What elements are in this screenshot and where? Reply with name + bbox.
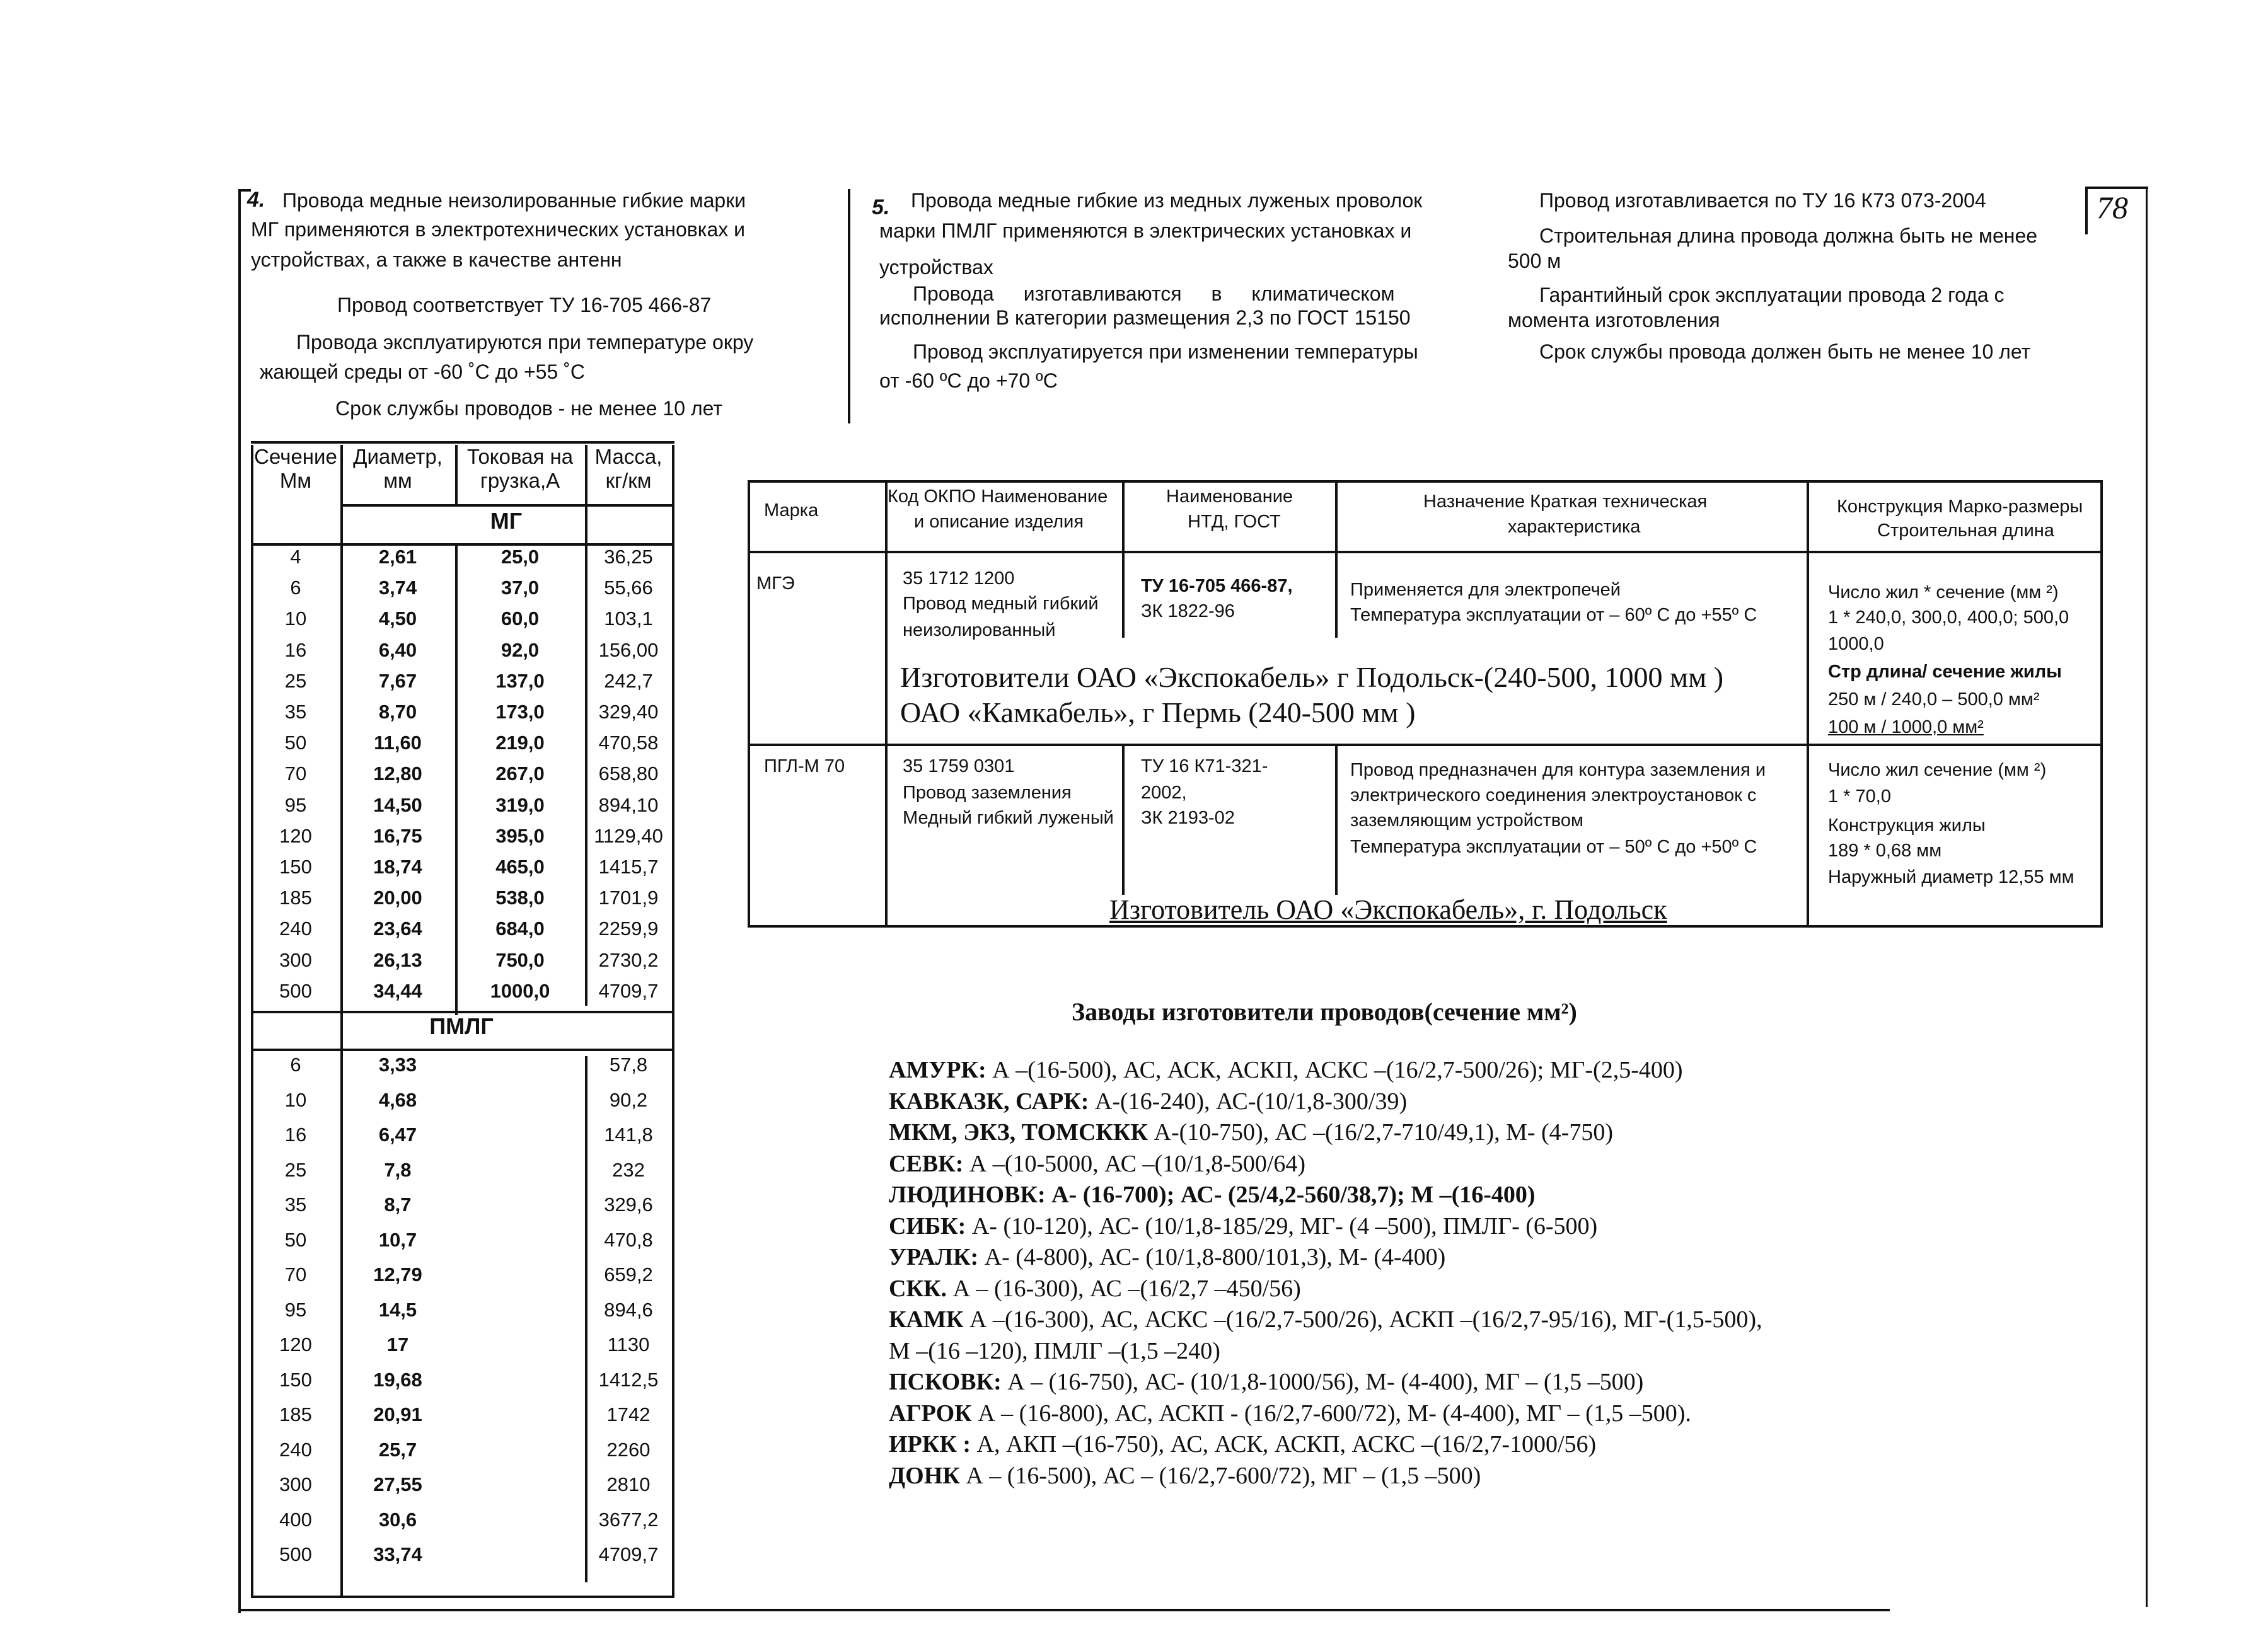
section-5-spec: Строительная длина провода должна быть не менее: [1539, 224, 2038, 247]
pmlg-cell: 894,6: [604, 1298, 653, 1321]
mg-cell: 18,74: [373, 856, 422, 878]
mg-cell: 103,1: [604, 607, 653, 630]
plant-name: СЕВК:: [889, 1150, 964, 1177]
page-number-box: [2085, 187, 2148, 234]
plant-products: А –(10-5000, АС –(10/1,8-500/64): [963, 1150, 1306, 1177]
mg-cell: 12,80: [373, 762, 422, 785]
mg-cell: 150: [279, 856, 312, 878]
mg-cell: 3,74: [378, 577, 417, 599]
table-border: [1807, 480, 1809, 928]
header-section: Сечение: [254, 445, 337, 468]
pmlg-cell: 8,7: [384, 1194, 412, 1216]
mg-cell: 538,0: [495, 887, 545, 909]
row1-makers: ОАО «Камкабель», г Пермь (240-500 мм ): [900, 696, 1416, 728]
table-border: [748, 480, 750, 928]
header-mass: Масса,: [594, 445, 662, 468]
plant-products: А, АКП –(16-750), АС, АСК, АСКП, АСКС –(16/2,7-1000/56): [971, 1431, 1597, 1458]
mg-cell: 2259,9: [598, 918, 659, 940]
table-border: [748, 551, 2103, 553]
plant-entry: [889, 1306, 1762, 1333]
header-ntd: Наименование: [1166, 486, 1293, 507]
divider-col4-col5: [848, 189, 850, 423]
header-construction: Строительная длина: [1877, 521, 2054, 541]
pmlg-cell: 6,47: [378, 1124, 417, 1146]
mg-cell: 10: [284, 607, 307, 630]
row1-ntd: ТУ 16-705 466-87,: [1141, 576, 1293, 596]
pmlg-cell: 120: [279, 1333, 312, 1355]
header-mass: кг/км: [605, 469, 652, 492]
pmlg-cell: 3,33: [378, 1054, 417, 1076]
table-border: [2100, 480, 2103, 928]
mg-cell: 2,61: [378, 546, 417, 568]
plant-name: АМУРК:: [889, 1057, 986, 1083]
row1-construction: 1000,0: [1828, 634, 1884, 654]
frame-right: [2146, 189, 2148, 1607]
header-okp: Код ОКПО Наименование: [888, 486, 1108, 507]
pmlg-cell: 90,2: [609, 1088, 648, 1111]
mg-cell: 1129,40: [594, 824, 663, 847]
mg-cell: 60,0: [500, 607, 540, 630]
plant-products: А – (16-800), АС, АСКП - (16/2,7-600/72), М- (4-400), МГ – (1,5 –500).: [971, 1400, 1691, 1427]
pmlg-cell: 240: [279, 1438, 312, 1461]
mg-cell: 240: [279, 918, 312, 940]
row2-construction: 1 * 70,0: [1828, 786, 1891, 807]
row2-construction: Конструкция жилы: [1828, 815, 1986, 836]
mg-cell: 329,40: [598, 701, 659, 723]
section-5-text: Провод эксплуатируется при изменении температуры: [913, 340, 1418, 363]
row2-purpose: заземляющим устройством: [1350, 810, 1583, 831]
table-border: [748, 744, 2103, 746]
table-border: [251, 441, 674, 444]
section-5-text: устройствах: [879, 256, 993, 279]
section-4-number: 4.: [247, 188, 265, 212]
pmlg-cell: 35: [284, 1194, 307, 1216]
mg-cell: 684,0: [495, 918, 545, 940]
pmlg-cell: 50: [284, 1228, 307, 1251]
row2-marka: ПГЛ-М 70: [764, 756, 845, 776]
mg-cell: 1701,9: [598, 887, 659, 909]
mg-cell: 4,50: [378, 607, 417, 630]
plant-entry: [889, 1400, 1691, 1427]
table-border: [251, 1049, 674, 1051]
mg-cell: 300: [279, 948, 312, 971]
plant-products: А –(16-500), АС, АСК, АСКП, АСКС –(16/2,7-500/26); МГ-(2,5-400): [986, 1057, 1683, 1083]
mg-cell: 14,50: [373, 793, 422, 816]
pmlg-cell: 10,7: [378, 1228, 417, 1251]
mg-cell: 500: [279, 979, 312, 1002]
plant-products: А-(10-750), АС –(16/2,7-710/49,1), М- (4-750): [1148, 1119, 1613, 1146]
header-marka: Марка: [764, 500, 819, 521]
mg-cell: 219,0: [495, 732, 545, 754]
row1-okp: 35 1712 1200: [903, 568, 1015, 589]
section-5-number: 5.: [872, 195, 890, 219]
pmlg-cell: 25: [284, 1158, 307, 1181]
section-4-text: устройствах, а также в качестве антенн: [251, 248, 622, 271]
pmlg-cell: 17: [386, 1333, 409, 1355]
row1-purpose: Температура эксплуатации от – 60º С до +55º С: [1350, 605, 1757, 625]
plant-name: ПСКОВК:: [889, 1369, 1002, 1395]
row2-ntd: ЗК 2193-02: [1141, 808, 1235, 828]
pmlg-cell: 57,8: [609, 1054, 648, 1076]
mg-cell: 4: [290, 546, 301, 568]
row2-ntd: ТУ 16 К71-321-: [1141, 756, 1268, 776]
pmlg-cell: 400: [279, 1508, 312, 1531]
pmlg-cell: 185: [279, 1403, 312, 1425]
pmlg-cell: 141,8: [604, 1124, 653, 1146]
mg-cell: 395,0: [495, 824, 545, 847]
section-4-life: Срок службы проводов - не менее 10 лет: [335, 397, 723, 420]
pmlg-cell: 659,2: [604, 1263, 653, 1286]
header-current: Токовая на: [466, 445, 574, 468]
row2-construction: 189 * 0,68 мм: [1828, 841, 1942, 861]
plant-name: СИБК:: [889, 1212, 966, 1240]
pmlg-cell: 12,79: [373, 1263, 422, 1286]
mg-cell: 470,58: [598, 732, 659, 754]
plants-title: Заводы изготовители проводов(сечение мм²): [1072, 998, 1577, 1026]
row1-construction: Стр длина/ сечение жилы: [1828, 662, 2062, 682]
mg-cell: 1415,7: [598, 856, 659, 878]
plant-entry: [889, 1088, 1407, 1115]
plant-entry: [889, 1243, 1445, 1271]
pmlg-cell: 1412,5: [598, 1368, 659, 1391]
table-border: [251, 1596, 674, 1598]
pmlg-cell: 10: [284, 1088, 307, 1111]
plant-name: ИРКК :: [889, 1431, 971, 1458]
frame-left: [238, 189, 241, 1613]
mg-cell: 185: [279, 887, 312, 909]
plant-entry: [889, 1119, 1613, 1146]
mg-cell: 25: [284, 669, 307, 692]
table-border: [1122, 480, 1125, 638]
header-construction: Конструкция Марко-размеры: [1837, 497, 2083, 517]
plant-entry: [889, 1337, 1220, 1365]
mg-cell: 4709,7: [598, 979, 659, 1002]
mg-cell: 2730,2: [598, 948, 659, 971]
plant-entry: [889, 1181, 1536, 1209]
row2-ntd: 2002,: [1141, 783, 1187, 803]
plant-name: МКМ, ЭКЗ, ТОМСККК: [889, 1119, 1148, 1146]
row2-construction: Наружный диаметр 12,55 мм: [1828, 867, 2074, 887]
pmlg-cell: 95: [284, 1298, 307, 1321]
page-number: 78: [2097, 190, 2128, 225]
table-border: [672, 445, 674, 1598]
section-5-text: Провода изготавливаются в климатическом: [913, 282, 1395, 305]
table-border: [885, 480, 888, 928]
pmlg-cell: 150: [279, 1368, 312, 1391]
pmlg-cell: 500: [279, 1543, 312, 1565]
row1-marka: МГЭ: [756, 573, 795, 594]
plant-entry: [889, 1368, 1643, 1396]
pmlg-cell: 4709,7: [598, 1543, 659, 1565]
mg-cell: 156,00: [598, 638, 659, 661]
row1-makers: Изготовители ОАО «Экспокабель» г Подольск-(240-500, 1000 мм ): [900, 661, 1724, 693]
row1-okp: неизолированный: [903, 620, 1056, 640]
mg-cell: 50: [284, 732, 307, 754]
mg-cell: 23,64: [373, 918, 422, 940]
row1-construction: 250 м / 240,0 – 500,0 мм²: [1828, 689, 2040, 710]
plant-products: А- (10-120), АС- (10/1,8-185/29, МГ- (4 –500), ПМЛГ- (6-500): [966, 1212, 1598, 1240]
mg-cell: 319,0: [495, 793, 545, 816]
mg-cell: 25,0: [500, 546, 540, 568]
pmlg-cell: 3677,2: [598, 1508, 659, 1531]
plant-products: М –(16 –120), ПМЛГ –(1,5 –240): [889, 1337, 1220, 1364]
mg-cell: 242,7: [604, 669, 653, 692]
pmlg-cell: 1130: [607, 1333, 650, 1355]
row2-purpose: Провод предназначен для контура заземления и: [1350, 760, 1766, 780]
header-okp: и описание изделия: [914, 512, 1084, 532]
row1-okp: Провод медный гибкий: [903, 594, 1099, 614]
section-5-spec: Гарантийный срок эксплуатации провода 2 года с: [1539, 284, 2005, 306]
pmlg-cell: 2260: [606, 1438, 651, 1461]
mg-cell: 120: [279, 824, 312, 847]
pmlg-cell: 16: [284, 1124, 307, 1146]
plant-entry: [889, 1430, 1596, 1458]
plant-products: А – (16-750), АС- (10/1,8-1000/56), М- (4-400), МГ – (1,5 –500): [1001, 1369, 1644, 1395]
pmlg-cell: 4,68: [378, 1088, 417, 1111]
header-diameter: мм: [383, 469, 412, 492]
plant-entry: [889, 1212, 1597, 1240]
section-4-text: МГ применяются в электротехнических установках и: [251, 218, 746, 241]
section-4-tu: Провод соответствует ТУ 16-705 466-87: [337, 294, 712, 316]
group-label-mg: МГ: [490, 508, 523, 534]
plant-products: А – (16-300), АС –(16/2,7 –450/56): [947, 1275, 1301, 1302]
plant-name: АГРОК: [889, 1400, 972, 1427]
pmlg-cell: 25,7: [378, 1438, 417, 1461]
frame-bottom: [238, 1609, 1890, 1611]
table-border: [340, 504, 674, 507]
mg-cell: 92,0: [500, 638, 540, 661]
header-ntd: НТД, ГОСТ: [1188, 512, 1281, 532]
mg-cell: 16: [284, 638, 307, 661]
header-current: грузка,А: [480, 469, 560, 492]
mg-cell: 20,00: [373, 887, 422, 909]
mg-cell: 34,44: [373, 979, 422, 1002]
mg-cell: 36,25: [604, 546, 653, 568]
plant-entry: [889, 1056, 1683, 1084]
plant-name: УРАЛК:: [889, 1244, 979, 1270]
plant-name: КАВКАЗК, САРК:: [889, 1088, 1089, 1115]
pmlg-cell: 19,68: [373, 1368, 422, 1391]
mg-cell: 70: [284, 762, 307, 785]
plant-entry: [889, 1150, 1305, 1178]
row2-purpose: электрического соединения электроустановок с: [1350, 785, 1757, 805]
pmlg-cell: 232: [612, 1158, 645, 1181]
section-5-text: Провода медные гибкие из медных луженых проволок: [911, 189, 1423, 212]
mg-cell: 658,80: [598, 762, 659, 785]
section-5-text: марки ПМЛГ применяются в электрических установках и: [879, 219, 1412, 242]
section-5-spec: момента изготовления: [1508, 309, 1720, 331]
table-border: [748, 480, 2103, 483]
row2-okp: Провод заземления: [903, 783, 1072, 803]
pmlg-cell: 30,6: [378, 1508, 417, 1531]
mg-cell: 55,66: [604, 577, 653, 599]
section-5-text: исполнении В категории размещения 2,3 по ГОСТ 15150: [879, 306, 1411, 329]
row2-maker: Изготовитель ОАО «Экспокабель», г. Подольск: [1109, 894, 1667, 925]
row2-construction: Число жил сечение (мм ²): [1828, 760, 2047, 780]
group-label-pmlg: ПМЛГ: [429, 1013, 494, 1039]
section-5-text: от -60 ºС до +70 ºС: [879, 369, 1058, 392]
mg-cell: 95: [284, 793, 307, 816]
pmlg-cell: 2810: [606, 1473, 651, 1495]
mg-cell: 6: [290, 577, 301, 599]
section-4-temp: Провода эксплуатируются при температуре окру: [296, 331, 754, 354]
mg-cell: 173,0: [495, 701, 545, 723]
pmlg-cell: 7,8: [384, 1158, 412, 1181]
mg-cell: 26,13: [373, 948, 422, 971]
mg-cell: 6,40: [378, 638, 417, 661]
pmlg-cell: 33,74: [373, 1543, 422, 1565]
plant-name: КАМК: [889, 1306, 964, 1333]
row2-okp: 35 1759 0301: [903, 756, 1015, 776]
pmlg-cell: 14,5: [378, 1298, 417, 1321]
section-5-spec: Срок службы провода должен быть не менее 10 лет: [1539, 340, 2031, 363]
pmlg-cell: 300: [279, 1473, 312, 1495]
header-purpose: характеристика: [1508, 517, 1641, 537]
mg-cell: 750,0: [495, 948, 545, 971]
plant-name: ЛЮДИНОВК: А- (16-700); АС- (25/4,2-560/38,7); М –(16-400): [889, 1182, 1536, 1208]
mg-cell: 137,0: [495, 669, 545, 692]
plant-entry: [889, 1462, 1481, 1490]
pmlg-cell: 470,8: [604, 1228, 653, 1251]
pmlg-cell: 329,6: [604, 1194, 653, 1216]
row1-construction: 1 * 240,0, 300,0, 400,0; 500,0: [1828, 607, 2069, 628]
mg-cell: 267,0: [495, 762, 545, 785]
row2-okp: Медный гибкий луженый: [903, 808, 1114, 828]
row2-purpose: Температура эксплуатации от – 50º С до +50º С: [1350, 837, 1757, 857]
mg-cell: 8,70: [378, 701, 417, 723]
pmlg-cell: 70: [284, 1263, 307, 1286]
mg-cell: 7,67: [378, 669, 417, 692]
row1-purpose: Применяется для электропечей: [1350, 580, 1621, 600]
pmlg-cell: 1742: [606, 1403, 651, 1425]
row1-construction: Число жил * сечение (мм ²): [1828, 582, 2059, 602]
section-5-spec: 500 м: [1508, 250, 1561, 272]
plant-products: А-(16-240), АС-(10/1,8-300/39): [1089, 1088, 1408, 1115]
mg-cell: 465,0: [495, 856, 545, 878]
table-border: [1335, 744, 1338, 895]
row1-construction: 100 м / 1000,0 мм²: [1828, 717, 1984, 737]
mg-cell: 37,0: [500, 577, 540, 599]
pmlg-cell: 6: [290, 1054, 301, 1076]
row1-ntd: ЗК 1822-96: [1141, 601, 1235, 621]
plant-name: ДОНК: [889, 1462, 960, 1489]
header-diameter: Диаметр,: [353, 445, 443, 468]
section-5-spec: Провод изготавливается по ТУ 16 К73 073-2004: [1539, 189, 1986, 212]
header-purpose: Назначение Краткая техническая: [1423, 492, 1708, 512]
table-border: [1122, 744, 1125, 895]
mg-cell: 35: [284, 701, 307, 723]
plant-products: А – (16-500), АС – (16/2,7-600/72), МГ – (1,5 –500): [959, 1462, 1481, 1489]
plant-entry: [889, 1275, 1301, 1303]
plant-products: А –(16-300), АС, АСКС –(16/2,7-500/26), АСКП –(16/2,7-95/16), МГ-(1,5-500),: [963, 1306, 1762, 1333]
plant-products: А- (4-800), АС- (10/1,8-800/101,3), М- (4-400): [978, 1244, 1446, 1270]
pmlg-cell: 20,91: [373, 1403, 422, 1425]
section-4-temp: жающей среды от -60 ˚С до +55 ˚С: [260, 360, 585, 383]
mg-cell: 16,75: [373, 824, 422, 847]
pmlg-cell: 27,55: [373, 1473, 422, 1495]
header-section: Мм: [279, 469, 312, 492]
mg-cell: 11,60: [374, 732, 422, 754]
section-4-text: Провода медные неизолированные гибкие марки: [282, 189, 746, 212]
plant-name: СКК.: [889, 1275, 947, 1302]
mg-cell: 894,10: [598, 793, 659, 816]
table-border: [1335, 480, 1338, 638]
mg-cell: 1000,0: [490, 979, 550, 1002]
